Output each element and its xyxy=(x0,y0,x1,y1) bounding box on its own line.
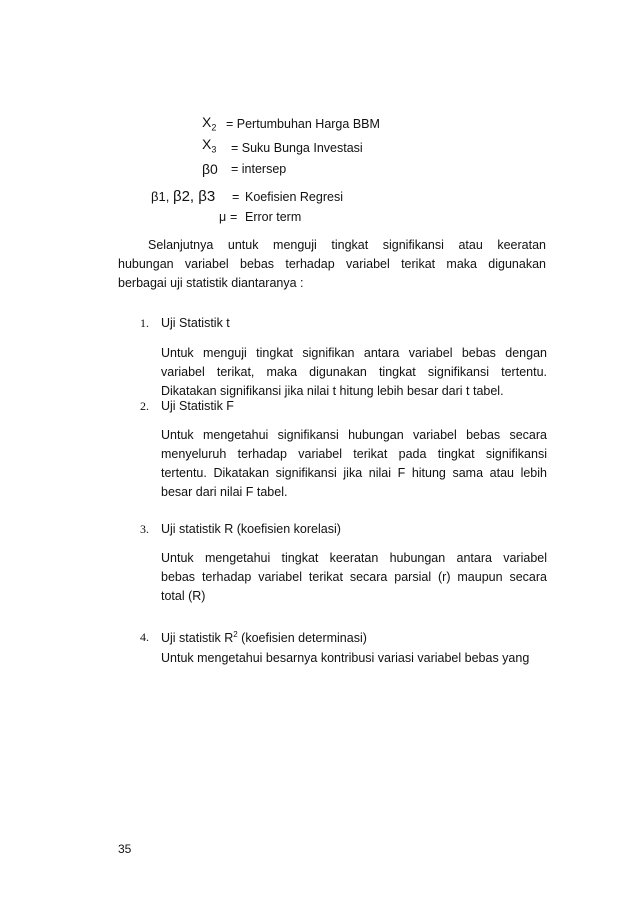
intro-line-2: hubungan variabel bebas terhadap variabel terikat maka digunakan xyxy=(118,257,546,271)
item-3-body: Untuk mengetahui tingkat keeratan hubungan antara variabel bebas terhadap variabel terikat secara parsial (r) maupun secara total (R) xyxy=(161,551,547,603)
intro-line-3: berbagai uji statistik diantaranya : xyxy=(118,276,304,290)
item-4-number: 4. xyxy=(140,630,149,644)
item-2-title: Uji Statistik F xyxy=(161,399,234,413)
def-x3: $X_3$ xyxy=(202,136,217,155)
item-4-body: Untuk mengetahui besarnya kontribusi variasi variabel bebas yang xyxy=(161,651,530,665)
item-2-number: 2. xyxy=(140,399,149,413)
item-3-title: Uji statistik R (koefisien korelasi) xyxy=(161,522,341,536)
def-x3-text: = Suku Bunga Investasi xyxy=(231,141,363,155)
def-b123-eq: = xyxy=(232,190,240,204)
page-number: 35 xyxy=(118,842,132,856)
def-b0-symbol: β0 xyxy=(202,161,218,177)
def-x2-text: = Pertumbuhan Harga BBM xyxy=(226,117,380,131)
item-1-number: 1. xyxy=(140,316,149,330)
def-b0-text: = intersep xyxy=(231,162,287,176)
item-4-title: Uji statistik $R^2$ (koefisien determinasi) xyxy=(161,630,367,646)
intro-line-1: Selanjutnya untuk menguji tingkat signifikansi atau keeratan xyxy=(148,238,546,252)
def-b123-text: Koefisien Regresi xyxy=(245,190,343,204)
def-mu-eq: = xyxy=(230,210,238,224)
def-x2: $X_2$ xyxy=(202,114,217,133)
def-b123-symbol: β1, β2, β3 xyxy=(151,188,216,205)
def-mu-symbol: μ xyxy=(219,210,227,224)
item-1-title: Uji Statistik t xyxy=(161,316,230,330)
intro-paragraph xyxy=(118,236,546,293)
item-2-body: Untuk mengetahui signifikansi hubungan variabel bebas secara menyeluruh terhadap variabel terikat pada tingkat signifikansi tertentu. Dikatakan signifikansi jika nilai F hitung sama atau lebih besar dari nilai F tabel. xyxy=(161,428,547,499)
def-mu-text: Error term xyxy=(245,210,302,224)
item-3-number: 3. xyxy=(140,522,149,536)
item-1-body: Untuk menguji tingkat signifikan antara variabel bebas dengan variabel terikat, maka digunakan tingkat signifikansi tertentu. Dikatakan signifikansi jika nilai t hitung lebih besar dari t tabel. xyxy=(161,346,547,398)
